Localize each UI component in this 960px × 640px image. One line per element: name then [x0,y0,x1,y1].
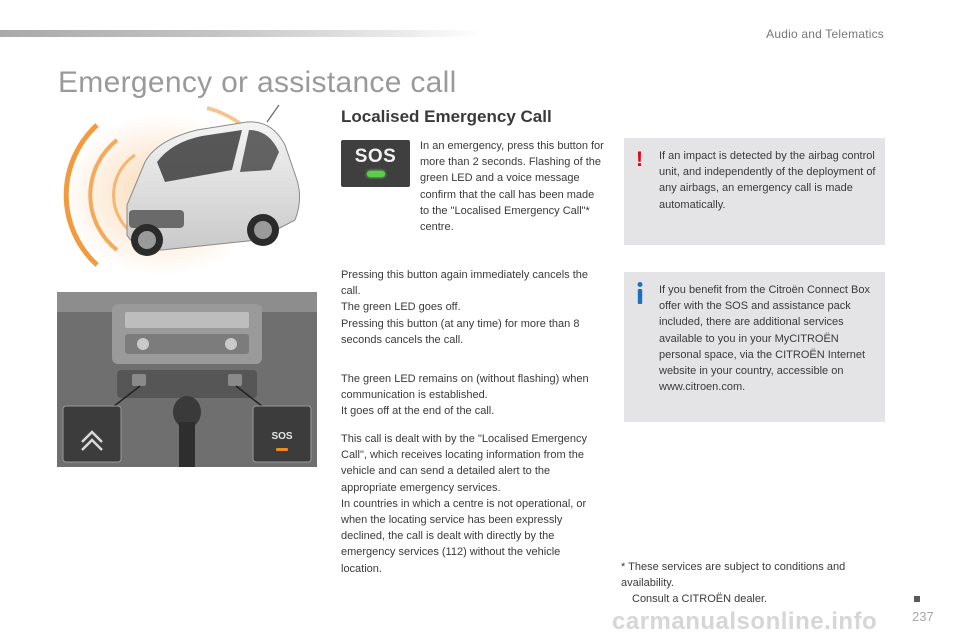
no-centre-text: In countries in which a centre is not operational, or when the locating service has been expressly declined, the call is dealt with directly by the emergency services (112) without the vehicle location. [341,497,587,575]
console-photo [57,292,317,467]
call-handling-text [341,431,603,577]
header-gradient-bar [0,30,480,37]
led-end-text: It goes off at the end of the call. [341,405,495,418]
footnote-marker: * [621,561,626,573]
press-instructions: In an emergency, press this button for more than 2 seconds. Flashing of the green LED and a voice message confirm that the call has been made to the "Localised Emergency Call"* centre. [420,140,604,234]
watermark: carmanualsonline.info [612,608,878,635]
warning-notice [624,138,885,245]
car-signal-illustration [57,100,319,280]
info-icon [635,281,645,305]
exclamation-icon: ! [636,148,643,171]
page-number: 237 [912,609,934,624]
sos-button [341,140,410,187]
led-on-text: The green LED remains on (without flashing) when communication is established. [341,373,589,402]
section-title: Localised Emergency Call [341,107,552,126]
sos-button-label: SOS [354,146,397,167]
led-status-text [341,371,603,420]
console-sos-label: SOS [271,431,293,442]
press-again-text: Pressing this button again immediately cancels the call. [341,269,589,298]
green-led-indicator [367,171,385,177]
cancel-any-time-text: Pressing this button (at any time) for more than 8 seconds cancels the call. [341,317,580,346]
footnote-text-1: These services are subject to conditions and availability. [621,561,846,589]
section-header: Audio and Telematics [766,27,884,41]
call-dealt-text: This call is dealt with by the "Localised Emergency Call", which receives locating information from the vehicle and can send a detailed alert to the appropriate emergency services. [341,433,588,494]
info-notice-text: If you benefit from the Citroën Connect Box offer with the SOS and assistance pack included, there are additional services available to you in your MyCITROËN personal space, via the CITROËN Internet website in your country, accessible on www.citroen.com. [659,284,870,394]
footnote-line-2: Consult a CITROËN dealer. [632,593,768,605]
info-notice [624,272,885,422]
page-title: Emergency or assistance call [58,66,457,99]
page-marker [914,596,920,602]
cancel-instructions [341,267,603,348]
footnote-line-1 [621,559,886,591]
warning-notice-text: If an impact is detected by the airbag control unit, and independently of the deployment of any airbags, an emergency call is made automatically. [659,150,876,211]
led-off-text: The green LED goes off. [341,301,461,314]
footnote [621,559,886,607]
